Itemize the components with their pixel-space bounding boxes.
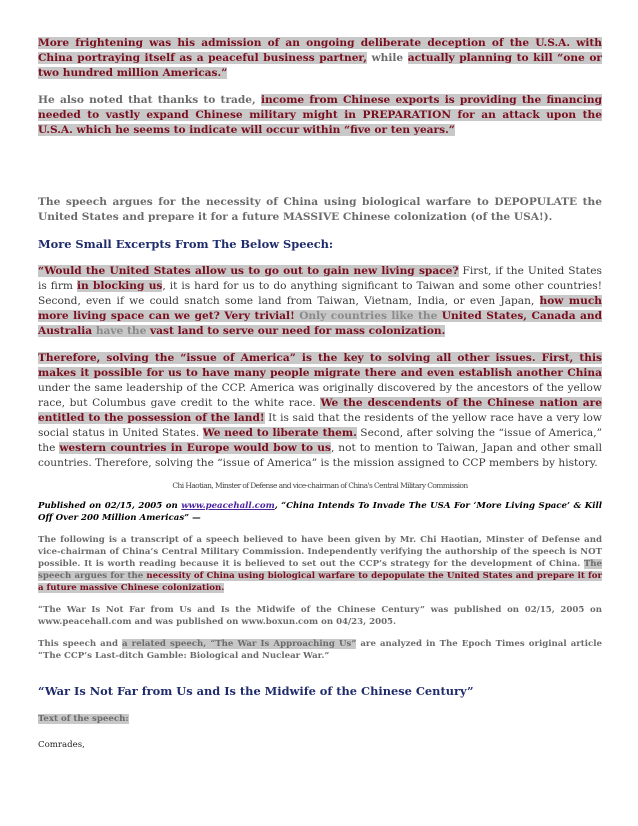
highlight-related-speech: a related speech, “The War Is Approaching Us” (122, 639, 357, 649)
text-first: First, if the United States is firm (38, 265, 602, 292)
greeting: Comrades, (38, 740, 85, 750)
highlight-blocking: in blocking us (76, 280, 163, 292)
text-of-speech-label (38, 713, 602, 725)
document-page (38, 36, 602, 751)
highlight-trivial: how much more living space can we get? Very trivial! (38, 295, 602, 322)
text-of-speech-highlight: Text of the speech: (38, 714, 129, 724)
transcript-speech-argues: The speech argues for the (38, 559, 602, 581)
text-second: , it is hard for us to do anything significant to Taiwan and some other countries! Second, even if we could snatch some land from Taiwan, Vietnam, India, or even Japan, (38, 280, 602, 307)
highlight-living-space: “Would the United States allow us to go out to gain new living space? (38, 265, 459, 277)
transcript-text: The following is a transcript of a speech believed to have been given by Mr. Chi Haotian, Minster of Defense and vice-chairman of China’s Central Military Commission. Independently verifying the authorship of the speech is NOT possible. It is worth reading because it is believed to set out the CCP’s strategy for the development of China. (38, 535, 602, 569)
highlight-europe: western countries in Europe would bow to us (59, 442, 331, 454)
highlight-issue-of-america: Therefore, solving the “issue of America” is the key to solving all other issues. First, this makes it possible for us to have many people migrate there and even establish another China (38, 352, 602, 379)
paragraph-trade (38, 93, 602, 138)
publication-paragraph: “The War Is Not Far from Us and Is the Midwife of the Chinese Century” was published on 02/15, 2005 on www.peacehall.com and was published on www.boxun.com on 04/23, 2005. (38, 605, 602, 627)
paragraph-issue-of-america (38, 351, 602, 471)
highlight-kill: actually planning to kill “one or two hundred million Americas.” (38, 52, 602, 79)
speaker-caption: Chi Haotian, Minster of Defense and vice-chairman of China's Central Military Commission (172, 481, 468, 490)
highlight-necessity: necessity of China using biological warfare to depopulate the United States and prepare it for a future massive Chinese colonization. (38, 571, 602, 593)
published-title: , “China Intends To Invade The USA For ‘More Living Space’ & Kill Off Over 200 Million Americas” — (38, 501, 602, 523)
text-trade-intro: He also noted that thanks to trade, (38, 94, 261, 106)
text-low-status: It is said that the residents of the yellow race have a very low social status in United States. (38, 412, 602, 439)
highlight-descendents: We the descendents of the Chinese nation are entitled to the possession of the land! (38, 397, 602, 424)
text-second-solving: Second, after solving the “issue of America,” the (38, 427, 602, 454)
highlight-countries: United States, Canada and Australia (38, 310, 603, 337)
highlight-financing: income from Chinese exports is providing the financing needed to vastly expand Chinese military might in PREPARATION for an attack upon the U.S.A. which he seems to indicate will occur within “five or ten years.” (38, 94, 602, 136)
speech-title-heading: “War Is Not Far from Us and Is the Midwife of the Chinese Century” (38, 684, 474, 698)
text-ccp-leadership: under the same leadership of the CCP. America was originally discovered by the ancestors of the yellow race, but Columbus gave credit to the white race. (38, 382, 602, 409)
published-line (38, 500, 602, 524)
paragraph-biological-warfare: The speech argues for the necessity of China using biological warfare to DEPOPULATE the United States and prepare it for a future MASSIVE Chinese colonization (of the USA!). (38, 196, 602, 223)
text-have-the: have the (92, 325, 151, 337)
text-mission: , not to mention to Taiwan, Japan and other small countries. Therefore, solving the “issue of America” is the mission assigned to CCP members by history. (38, 442, 602, 469)
analysis-suffix: are analyzed in The Epoch Times original article “The CCP’s Last-ditch Gamble: Biological and Nuclear War.” (38, 639, 602, 661)
excerpts-heading: More Small Excerpts From The Below Speech: (38, 237, 334, 251)
analysis-prefix: This speech and (38, 639, 123, 649)
peacehall-link[interactable]: www.peacehall.com (181, 501, 275, 511)
text-while: while (366, 52, 408, 64)
transcript-paragraph (38, 534, 602, 594)
highlight-liberate: We need to liberate them. (202, 427, 357, 439)
published-prefix: Published on 02/15, 2005 on (38, 501, 182, 511)
highlight-deception: More frightening was his admission of an ongoing deliberate deception of the U.S.A. with China portraying itself as a peaceful business partner, (38, 37, 602, 64)
paragraph-living-space (38, 264, 602, 339)
text-only-countries: Only countries like the (294, 310, 442, 322)
analysis-paragraph (38, 638, 602, 662)
highlight-vast-land: vast land to serve our need for mass colonization. (150, 325, 446, 337)
paragraph-deception (38, 36, 602, 81)
